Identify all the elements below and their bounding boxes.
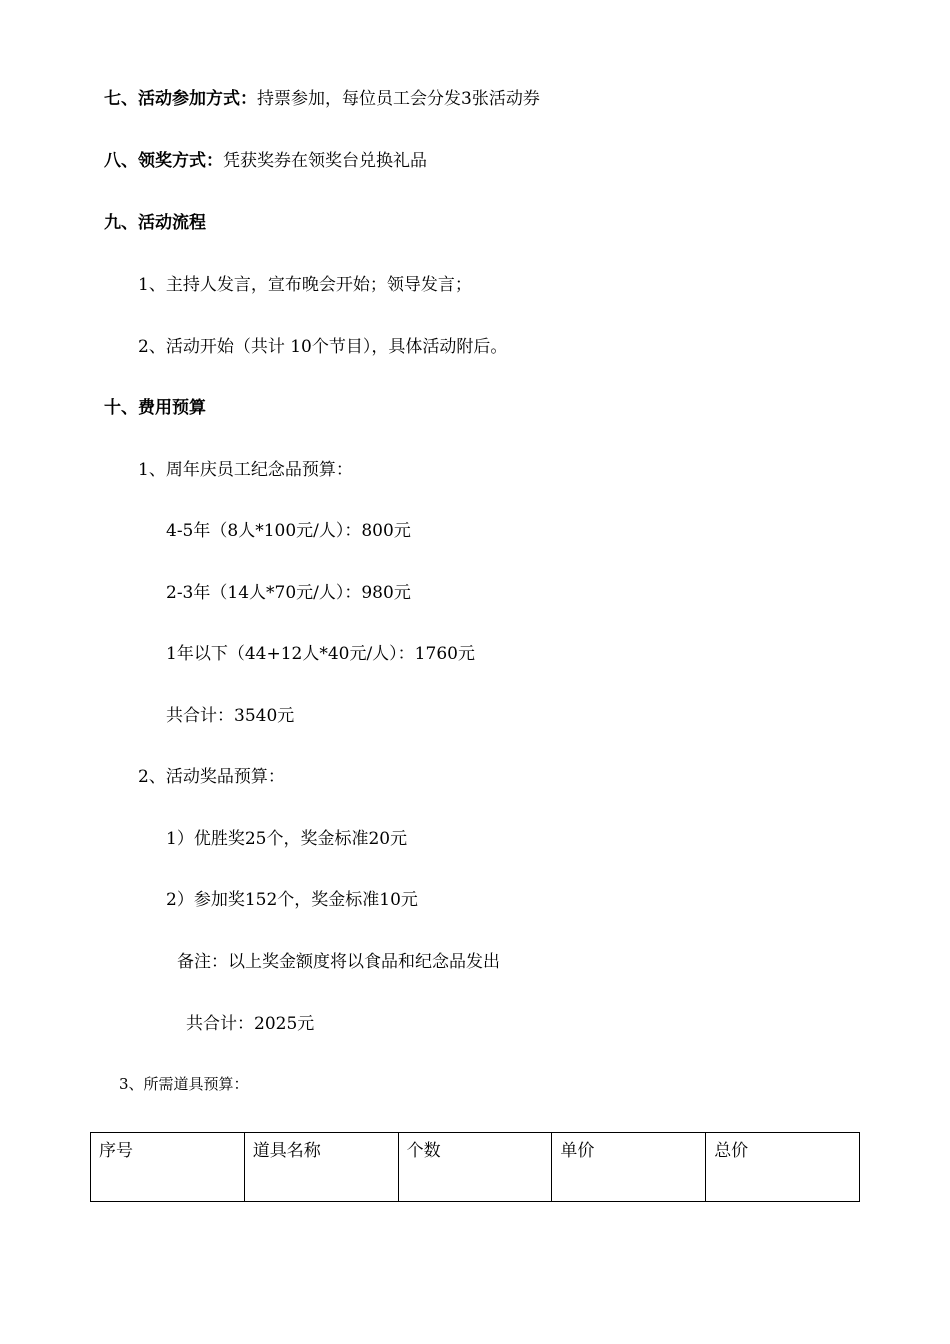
section-8 <box>104 150 427 172</box>
section-8-heading: 八、领奖方式： <box>104 151 223 171</box>
budget-1-total: 共合计：3540元 <box>166 706 295 726</box>
budget-2-line-2: 2）参加奖152个，奖金标准10元 <box>166 890 418 910</box>
table-header-cell: 单价 <box>552 1133 706 1202</box>
budget-1-line-2: 2-3年（14人*70元/人）：980元 <box>166 583 411 603</box>
budget-1-line-1: 4-5年（8人*100元/人）：800元 <box>166 521 411 541</box>
props-table <box>90 1132 860 1202</box>
budget-2-line-1: 1）优胜奖25个，奖金标准20元 <box>166 829 408 849</box>
section-10-heading: 十、费用预算 <box>104 398 206 418</box>
section-7 <box>104 88 540 110</box>
budget-2-title: 2、活动奖品预算： <box>138 767 285 787</box>
table-header-row <box>91 1133 860 1202</box>
budget-2-total: 共合计：2025元 <box>186 1014 315 1034</box>
section-8-text: 凭获奖券在领奖台兑换礼品 <box>223 151 427 171</box>
section-7-heading: 七、活动参加方式： <box>104 89 257 109</box>
budget-2-note: 备注：以上奖金额度将以食品和纪念品发出 <box>177 952 500 972</box>
table-header-cell: 序号 <box>91 1133 245 1202</box>
table-header-cell: 个数 <box>398 1133 552 1202</box>
budget-3-title: 3、所需道具预算： <box>119 1075 249 1093</box>
section-9-heading: 九、活动流程 <box>104 213 206 233</box>
table-header-cell: 总价 <box>706 1133 860 1202</box>
budget-1-title: 1、周年庆员工纪念品预算： <box>138 460 353 480</box>
section-9-item-1: 1、主持人发言，宣布晚会开始；领导发言； <box>138 275 472 295</box>
budget-1-line-3: 1年以下（44+12人*40元/人）：1760元 <box>166 644 475 664</box>
section-7-text: 持票参加，每位员工会分发3张活动券 <box>257 89 540 109</box>
table-header-cell: 道具名称 <box>244 1133 398 1202</box>
section-9-item-2: 2、活动开始（共计 10个节目），具体活动附后。 <box>138 337 508 357</box>
